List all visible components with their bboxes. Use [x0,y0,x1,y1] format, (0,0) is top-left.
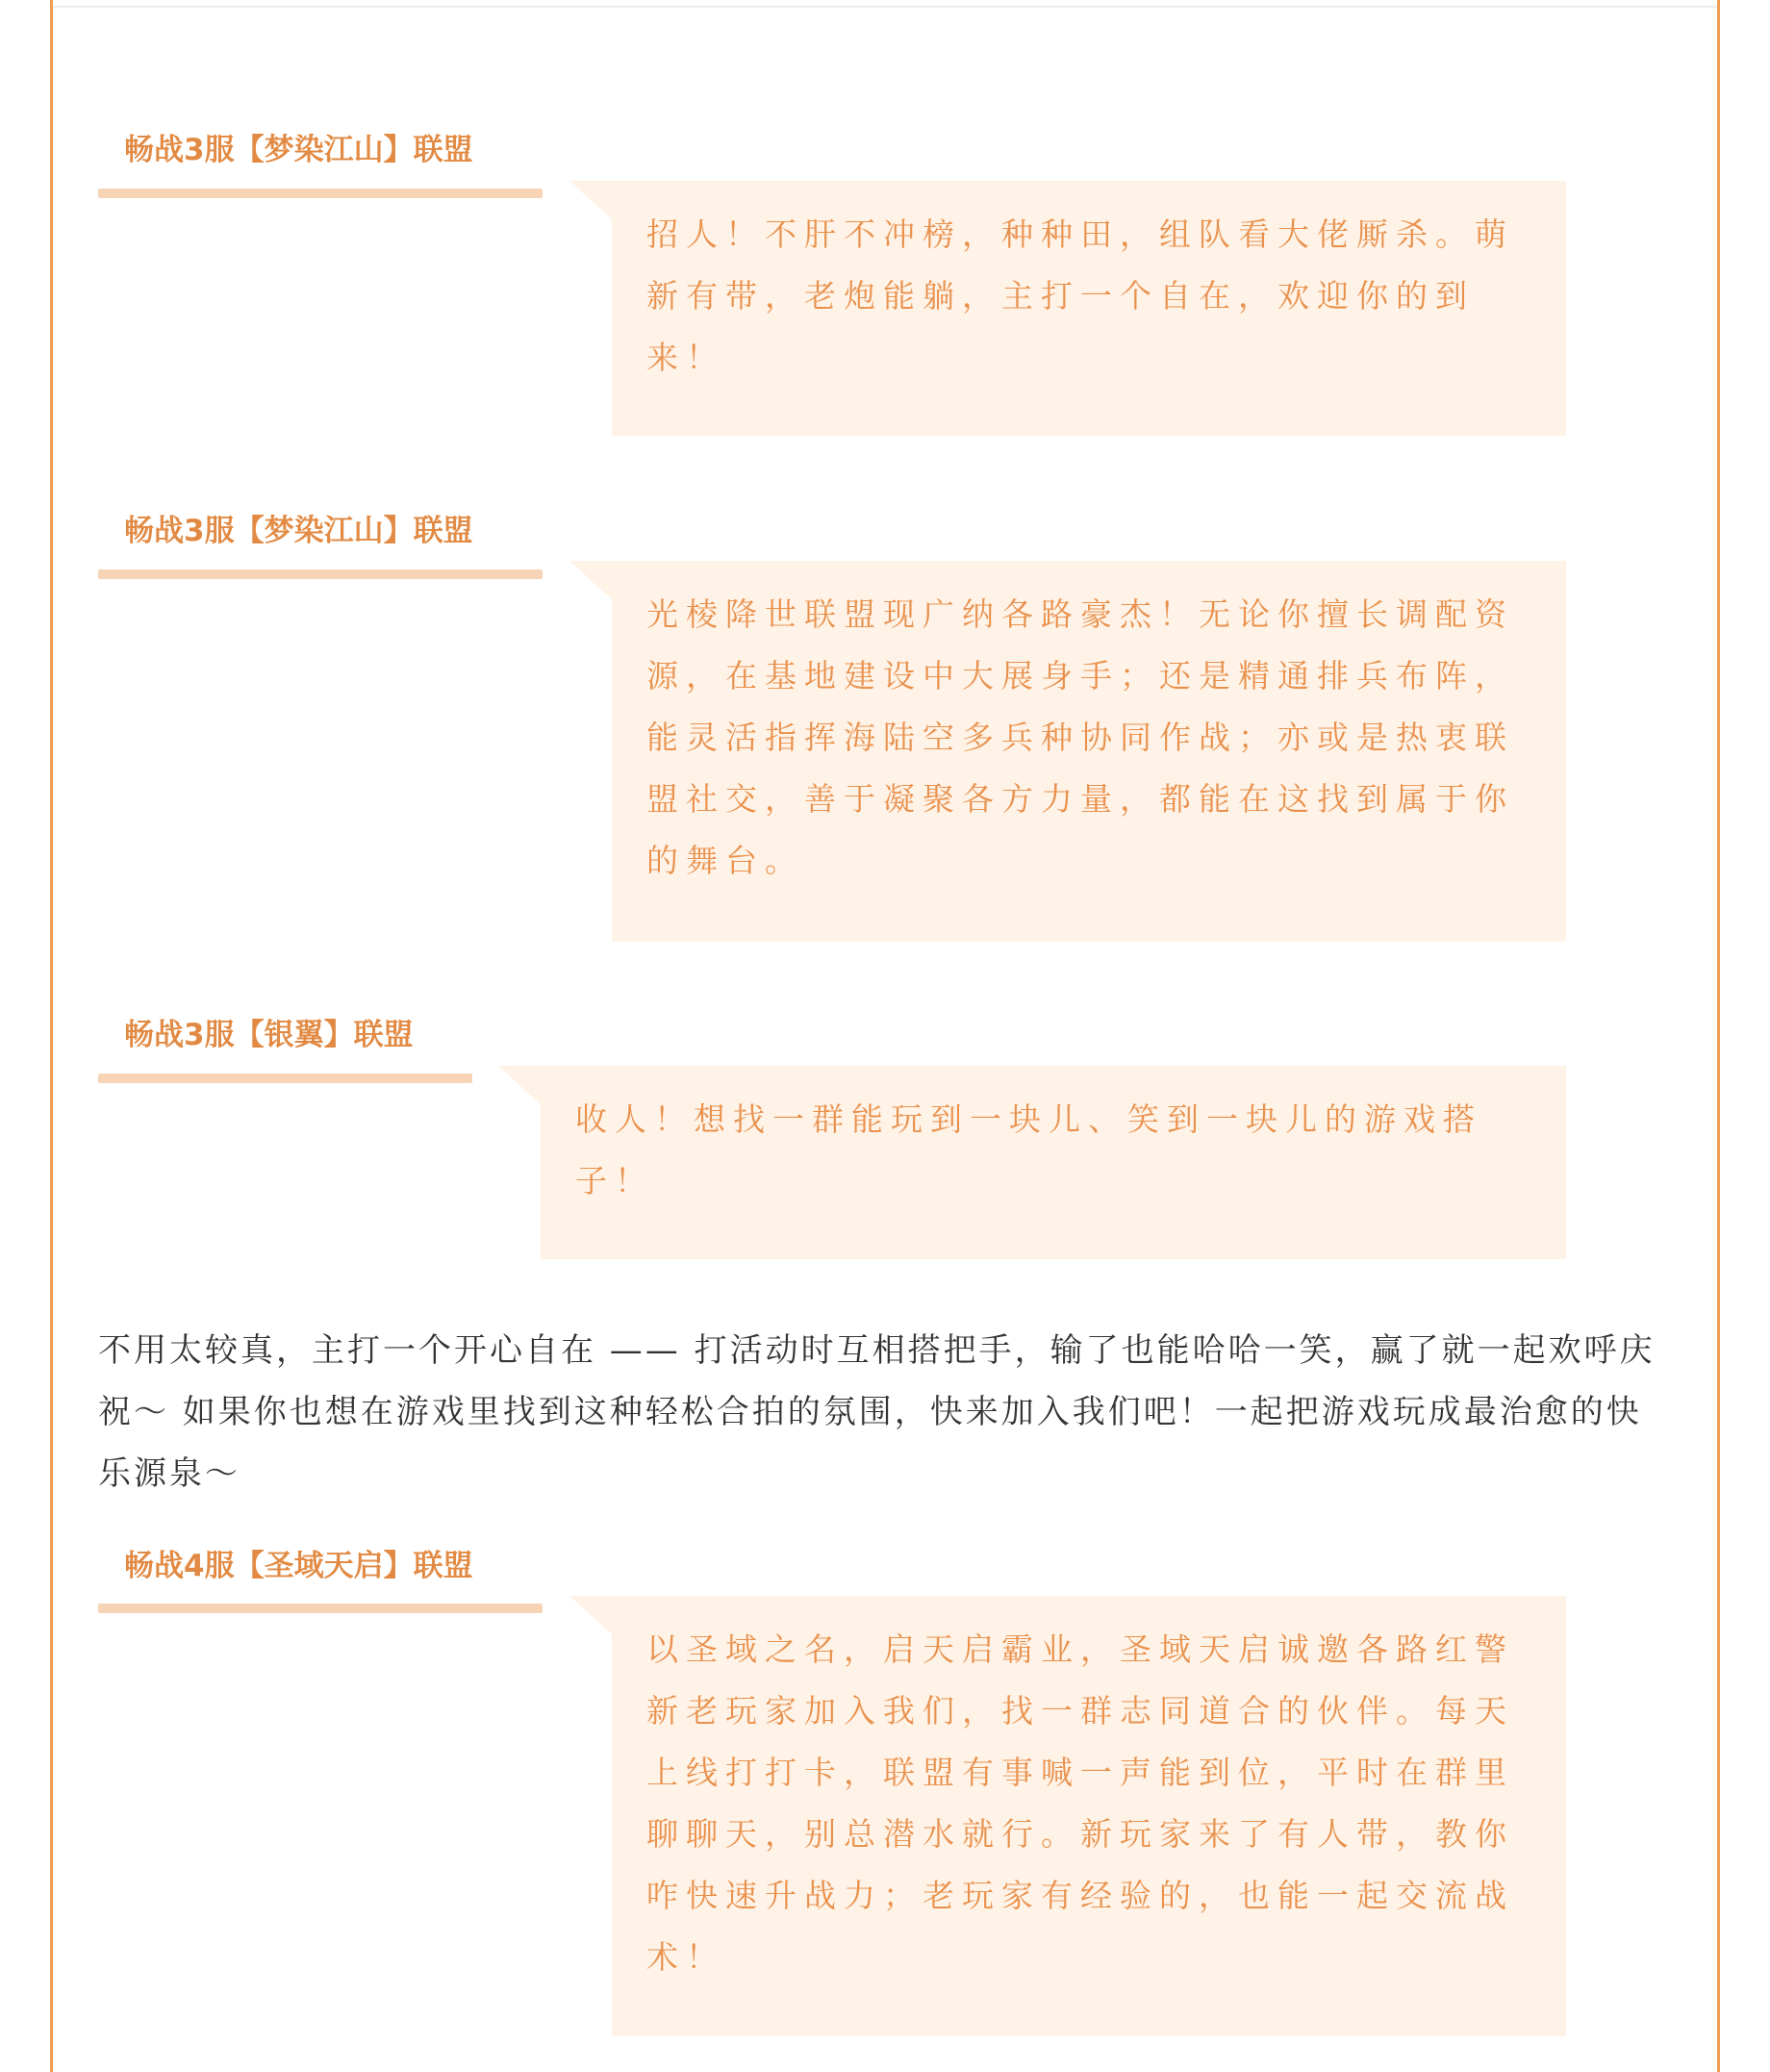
right-border [1717,0,1720,2072]
message-bubble: 收人！想找一群能玩到一块儿、笑到一块儿的游戏搭子！ [541,1066,1566,1259]
left-border [50,0,53,2072]
section-title: 畅战3服【银翼】联盟 [124,1018,414,1052]
title-underline [98,1074,472,1083]
title-underline [98,569,543,579]
title-underline [98,1604,543,1613]
section-title: 畅战4服【圣域天启】联盟 [124,1549,473,1583]
message-bubble: 招人！不肝不冲榜，种种田，组队看大佬厮杀。萌新有带，老炮能躺，主打一个自在，欢迎你的到来！ [612,181,1566,436]
section-title: 畅战3服【梦染江山】联盟 [124,133,473,167]
message-bubble: 光棱降世联盟现广纳各路豪杰！无论你擅长调配资源，在基地建设中大展身手；还是精通排兵布阵，能灵活指挥海陆空多兵种协同作战；亦或是热衷联盟社交，善于凝聚各方力量，都能在这找到属于你的舞台。 [612,561,1566,942]
section-title: 畅战3服【梦染江山】联盟 [124,514,473,548]
body-paragraph: 不用太较真，主打一个开心自在 —— 打活动时互相搭把手，输了也能哈哈一笑，赢了就一起欢呼庆祝～ 如果你也想在游戏里找到这种轻松合拍的氛围，快来加入我们吧！一起把游戏玩成最治愈的快乐源泉～ [98,1331,1656,1493]
title-underline [98,189,543,198]
message-bubble: 以圣域之名，启天启霸业，圣域天启诚邀各路红警新老玩家加入我们，找一群志同道合的伙伴。每天上线打打卡，联盟有事喊一声能到位，平时在群里聊聊天，别总潜水就行。新玩家来了有人带，教你咋快速升战力；老玩家有经验的，也能一起交流战术！ [612,1596,1566,2036]
top-divider [50,6,1720,8]
